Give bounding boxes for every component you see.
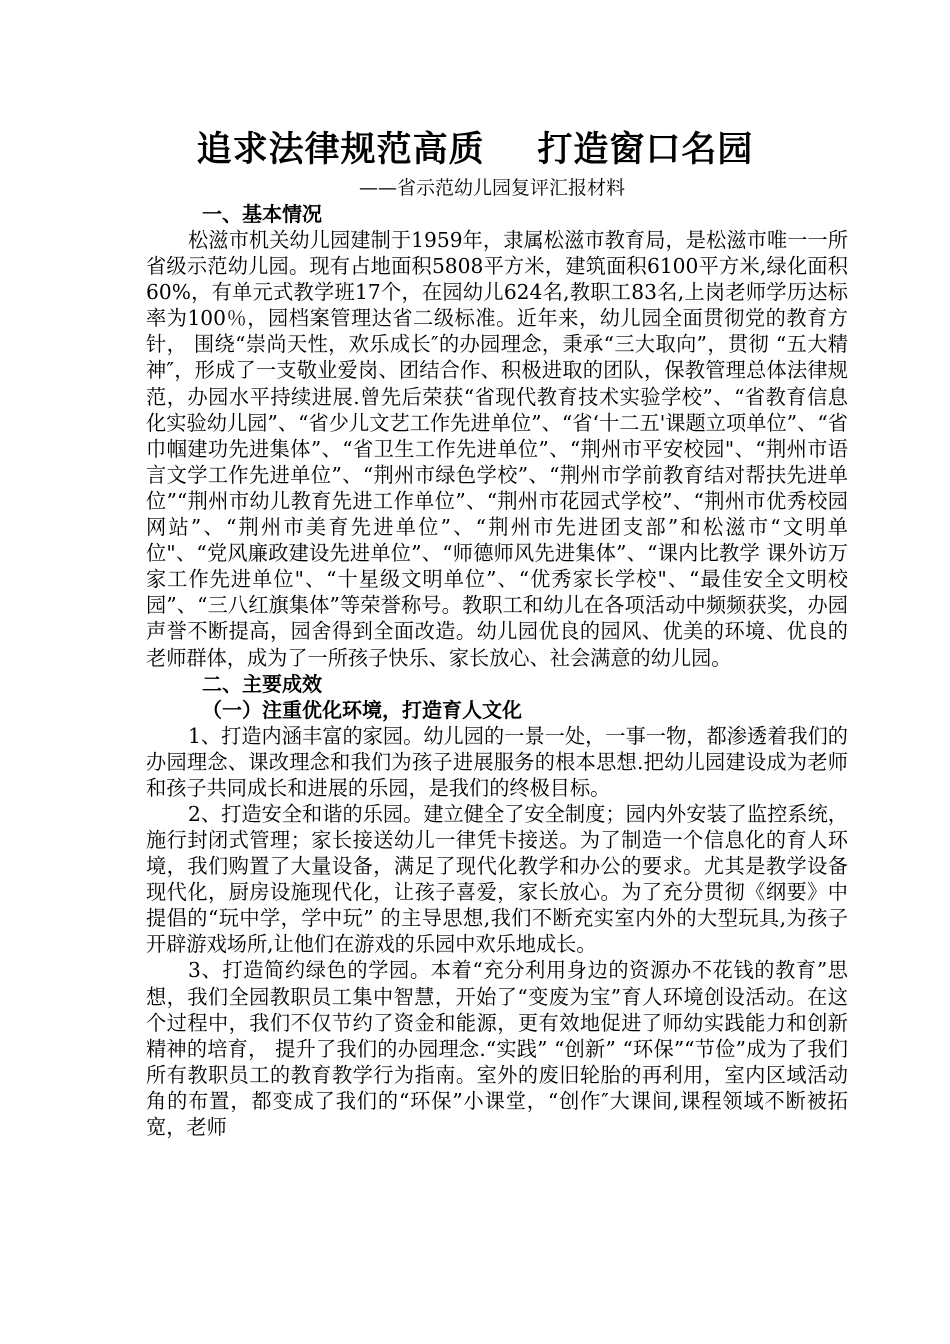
paragraph-basic-info: 松滋市机关幼儿园建制于1959年，隶属松滋市教育局，是松滋市唯一一所省级示范幼儿园。现有占地面积5808平方米，建筑面积6100平方米,绿化面积60%，有单元式教学班17个，在园幼儿624名,教职工83名,上岗老师学历达标率为100％，园档案管理达省二级标准。近年来，幼儿园全面贯彻党的教育方针， 围绕“崇尚天性，欢乐成长″的办园理念，秉承“三大取向”，贯彻 “五大精神″，形成了一支敬业爱岗、团结合作、积极进取的团队，保教管理总体法律规范，办园水平持续进展.曾先后荣获“省现代教育技术实验学校”、“省教育信息化实验幼儿园”、“省少儿文艺工作先进单位”、“省‘十二五'课题立项单位”、“省巾帼建功先进集体”、“省卫生工作先进单位”、“荆州市平安校园"、“荆州市语言文学工作先进单位”、“荆州市绿色学校”、“荆州市学前教育结对帮扶先进单位”“荆州市幼儿教育先进工作单位”、“荆州市花园式学校”、“荆州市优秀校园网站”、“荆州市美育先进单位”、“荆州市先进团支部”和松滋市“文明单位"、“党风廉政建设先进单位”、“师德师风先进集体”、“课内比教学 课外访万家工作先进单位"、“十星级文明单位”、“优秀家长学校"、“最佳安全文明校园”、“三八红旗集体”等荣誉称号。教职工和幼儿在各项活动中频频获奖，办园声誉不断提高，园舍得到全面改造。幼儿园优良的园风、优美的环境、优良的老师群体，成为了一所孩子快乐、家长放心、社会满意的幼儿园。 <box>146 228 848 670</box>
subsection-heading-environment: （一）注重优化环境，打造育人文化 <box>202 697 522 722</box>
paragraph-green-garden: 3、打造简约绿色的学园。本着“充分利用身边的资源办不花钱的教育”思想，我们全园教职员工集中智慧，开始了“变废为宝”育人环境创设活动。在这个过程中，我们不仅节约了资金和能源，更有效地促进了师幼实践能力和创新精神的培育， 提升了我们的办园理念.“实践” “创新” “环保”“节俭”成为了我们所有教职员工的教育教学行为指南。室外的废旧轮胎的再利用，室内区域活动角的布置，都变成了我们的“环保”小课堂，“创作″大课间,课程领域不断被拓宽，老师 <box>146 958 848 1139</box>
document-subtitle: ——省示范幼儿园复评汇报材料 <box>358 177 625 199</box>
document-body <box>146 201 848 1140</box>
section-heading-achievements: 二、主要成效 <box>202 671 322 696</box>
section-heading-basic-info: 一、基本情况 <box>202 202 322 226</box>
paragraph-home-garden: 1、打造内涵丰富的家园。幼儿园的一景一处，一事一物，都渗透着我们的办园理念、课改理念和我们为孩子进展服务的根本思想.把幼儿园建设成为老师和孩子共同成长和进展的乐园，是我们的终极目标。 <box>146 723 848 800</box>
document-title: 追求法律规范高质 打造窗口名园 <box>196 130 754 170</box>
paragraph-safe-garden: 2、打造安全和谐的乐园。建立健全了安全制度；园内外安装了监控系统，施行封闭式管理；家长接送幼儿一律凭卡接送。为了制造一个信息化的育人环境，我们购置了大量设备，满足了现代化教学和办公的要求。尤其是教学设备现代化，厨房设施现代化，让孩子喜爱，家长放心。为了充分贯彻《纲要》中提倡的“玩中学，学中玩” 的主导思想,我们不断充实室内外的大型玩具,为孩子开辟游戏场所,让他们在游戏的乐园中欢乐地成长。 <box>146 801 848 957</box>
